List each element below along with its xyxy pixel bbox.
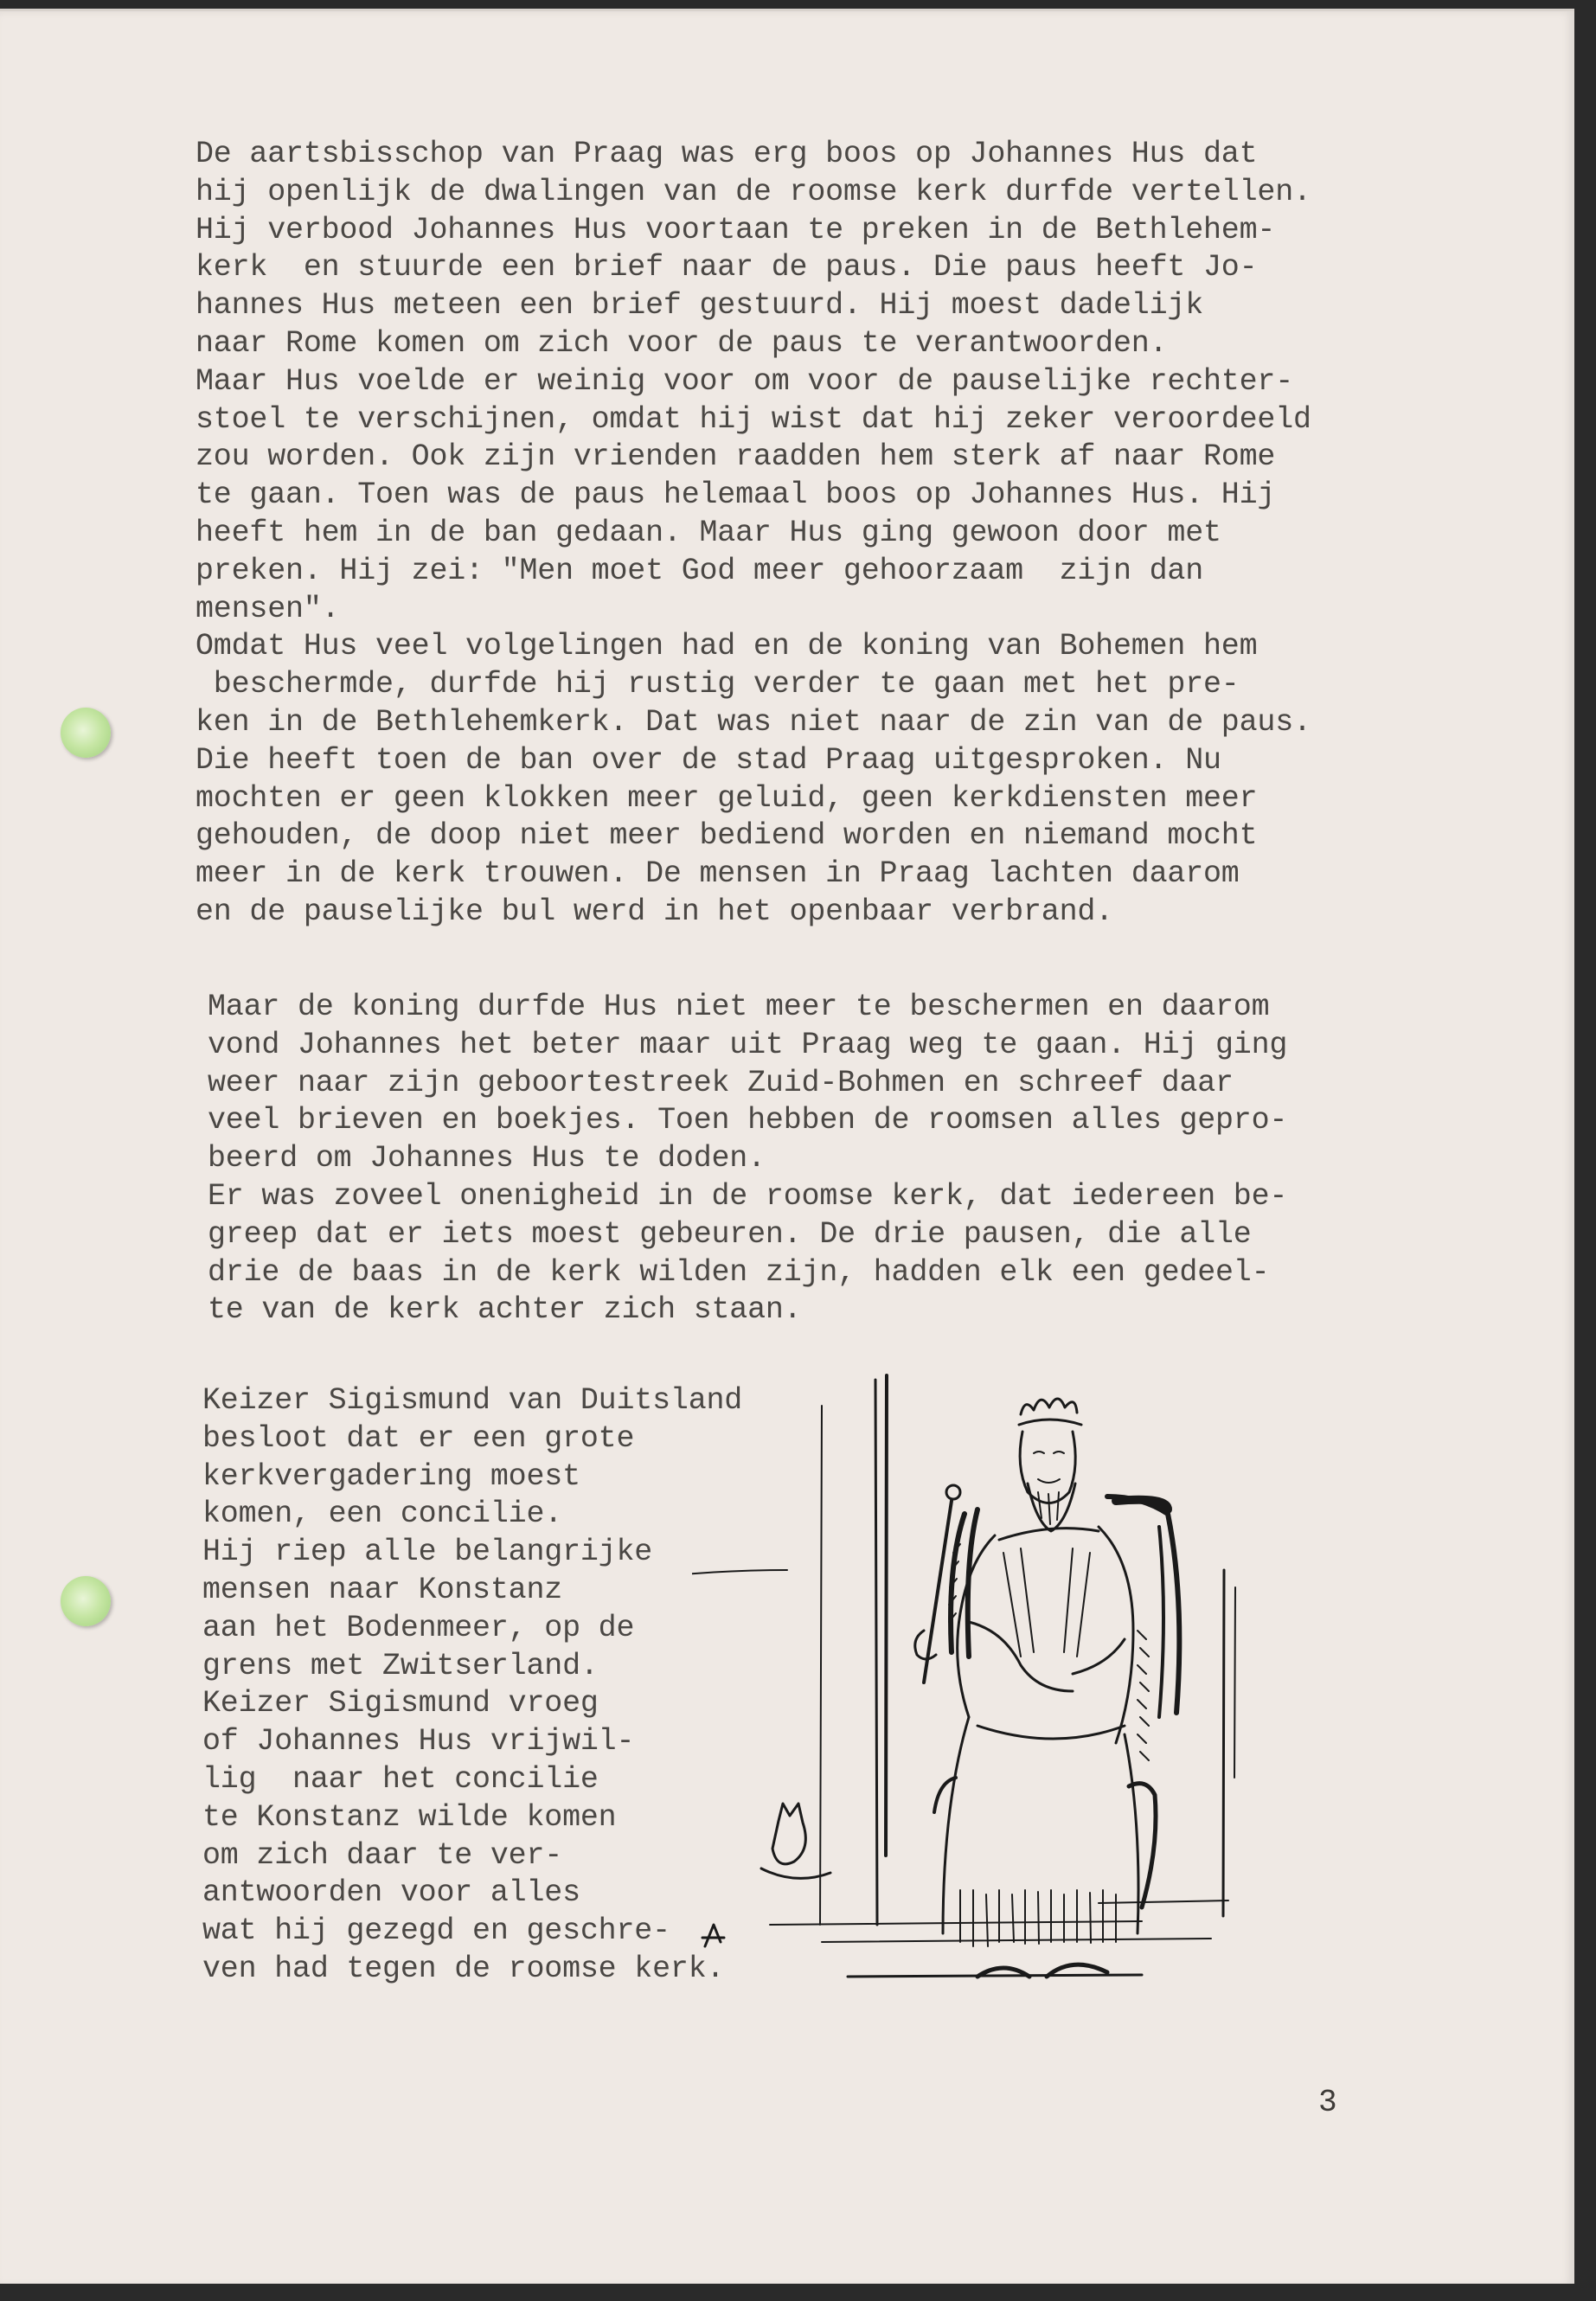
text-line: drie de baas in de kerk wilden zijn, hadden elk een gedeel- bbox=[208, 1254, 1270, 1290]
text-line: beschermde, durfde hij rustig verder te gaan met het pre- bbox=[195, 667, 1240, 702]
text-line: te Konstanz wilde komen bbox=[202, 1799, 617, 1835]
text-line: komen, een concilie. bbox=[202, 1497, 563, 1532]
page-number: 3 bbox=[1318, 2085, 1337, 2120]
scan-edge-right bbox=[1574, 0, 1596, 2301]
scan-edge-bottom bbox=[0, 2284, 1596, 2301]
text-line: ven had tegen de roomse kerk. bbox=[202, 1951, 725, 1986]
text-line: Keizer Sigismund vroeg bbox=[202, 1686, 599, 1721]
text-line: beerd om Johannes Hus te doden. bbox=[208, 1141, 766, 1176]
text-line: te gaan. Toen was de paus helemaal boos op Johannes Hus. Hij bbox=[195, 478, 1276, 513]
text-line: vond Johannes het beter maar uit Praag weg te gaan. Hij ging bbox=[208, 1027, 1288, 1062]
text-line: om zich daar te ver- bbox=[202, 1837, 563, 1873]
text-line: veel brieven en boekjes. Toen hebben de roomsen alles gepro- bbox=[208, 1103, 1288, 1138]
text-line: grens met Zwitserland. bbox=[202, 1648, 599, 1683]
text-line: hannes Hus meteen een brief gestuurd. Hij moest dadelijk bbox=[195, 288, 1203, 324]
paragraph-1 bbox=[195, 136, 1311, 932]
text-line: kerkvergadering moest bbox=[202, 1458, 580, 1494]
text-line: ken in de Bethlehemkerk. Dat was niet naar de zin van de paus. bbox=[195, 704, 1311, 740]
punch-hole-top bbox=[61, 708, 111, 758]
text-line: besloot dat er een grote bbox=[202, 1420, 635, 1456]
text-line: gehouden, de doop niet meer bediend worden en niemand mocht bbox=[195, 818, 1258, 854]
text-line: heeft hem in de ban gedaan. Maar Hus ging gewoon door met bbox=[195, 515, 1221, 550]
text-line: naar Rome komen om zich voor de paus te verantwoorden. bbox=[195, 325, 1168, 361]
text-line: Maar Hus voelde er weinig voor om voor de pauselijke rechter- bbox=[195, 363, 1294, 399]
text-line: mochten er geen klokken meer geluid, geen kerkdiensten meer bbox=[195, 780, 1258, 816]
punch-hole-bottom bbox=[61, 1576, 111, 1626]
text-line: aan het Bodenmeer, op de bbox=[202, 1610, 635, 1645]
text-line: lig naar het concilie bbox=[202, 1761, 599, 1797]
text-line: of Johannes Hus vrijwil- bbox=[202, 1724, 635, 1759]
text-line: mensen". bbox=[195, 591, 340, 626]
text-line: te van de kerk achter zich staan. bbox=[208, 1292, 802, 1328]
text-line: meer in de kerk trouwen. De mensen in Praag lachten daarom bbox=[195, 856, 1240, 892]
text-line: kerk en stuurde een brief naar de paus. Die paus heeft Jo- bbox=[195, 250, 1258, 285]
text-line: Hij verbood Johannes Hus voortaan te preken in de Bethlehem- bbox=[195, 212, 1276, 247]
text-line: mensen naar Konstanz bbox=[202, 1572, 563, 1607]
text-line: wat hij gezegd en geschre- bbox=[202, 1913, 670, 1949]
paragraph-2 bbox=[208, 989, 1287, 1330]
text-line: Maar de koning durfde Hus niet meer te beschermen en daarom bbox=[208, 990, 1270, 1024]
text-line: weer naar zijn geboortestreek Zuid-Bohmen en schreef daar bbox=[208, 1065, 1234, 1100]
text-line: Keizer Sigismund van Duitsland bbox=[202, 1383, 743, 1418]
text-line: Hij riep alle belangrijke bbox=[202, 1535, 653, 1570]
text-line: preken. Hij zei: "Men moet God meer gehoorzaam zijn dan bbox=[195, 553, 1203, 588]
emperor-illustration bbox=[692, 1371, 1280, 2020]
text-line: zou worden. Ook zijn vrienden raadden hem sterk af naar Rome bbox=[195, 439, 1276, 475]
text-line: hij openlijk de dwalingen van de roomse kerk durfde vertellen. bbox=[195, 174, 1311, 209]
text-line: stoel te verschijnen, omdat hij wist dat hij zeker veroordeeld bbox=[195, 401, 1311, 437]
text-line: Die heeft toen de ban over de stad Praag uitgesproken. Nu bbox=[195, 742, 1221, 778]
text-line: De aartsbisschop van Praag was erg boos op Johannes Hus dat bbox=[195, 137, 1258, 171]
text-line: Omdat Hus veel volgelingen had en de koning van Bohemen hem bbox=[195, 629, 1258, 664]
text-line: Er was zoveel onenigheid in de roomse kerk, dat iedereen be- bbox=[208, 1178, 1288, 1214]
text-line: greep dat er iets moest gebeuren. De drie pausen, die alle bbox=[208, 1216, 1252, 1252]
paragraph-3 bbox=[202, 1382, 742, 1989]
text-line: en de pauselijke bul werd in het openbaar verbrand. bbox=[195, 894, 1113, 929]
text-line: antwoorden voor alles bbox=[202, 1875, 580, 1911]
